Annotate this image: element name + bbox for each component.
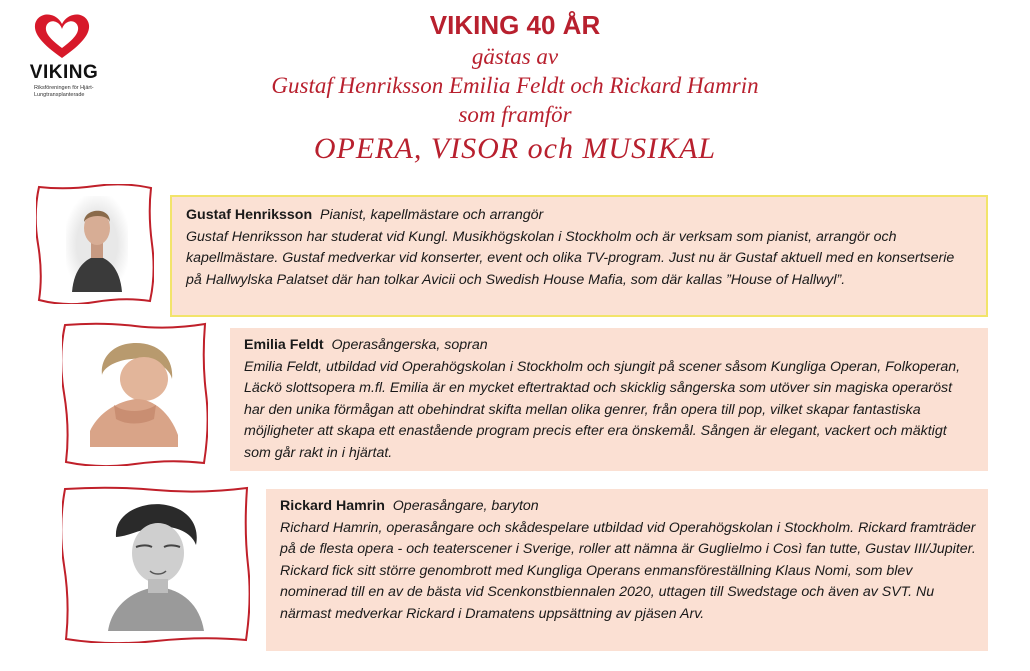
rickard-portrait-image (96, 497, 214, 631)
performer-role: Operasångare, baryton (392, 498, 539, 514)
performer-name: Emilia Feldt (244, 337, 324, 353)
header-line-performers: Gustaf Henriksson Emilia Feldt och Rickard Hamrin (271, 73, 759, 98)
performer-bio: Emilia Feldt, utbildad vid Operahögskolan i Stockholm och sjungit på scener såsom Kungliga Operan, Folkoperan, Läckö slottsopera m.fl. Emilia är en mycket eftertraktad och skicklig sångerska som utöver sin magiska operaröst har den unika förmågan att obehindrat skifta mellan olika genrer, från opera till pop, vilket skapar fantastiska möjligheter att skapa ett enastående program precis efter era önskemål. Sången är elegant, vackert och mäktigt som går rakt in i hjärtat. (244, 358, 961, 461)
gustaf-portrait-image (66, 196, 128, 292)
photo-frame-emilia (62, 321, 208, 466)
header-line-performs: som framför (458, 102, 572, 127)
performer-name: Gustaf Henriksson (186, 207, 313, 223)
header-line-genres: OPERA, VISOR och MUSIKAL (313, 132, 717, 165)
header-line-guests-intro: gästas av (471, 44, 559, 69)
logo-wordmark: VIKING (29, 62, 99, 83)
performer-bio: Gustaf Henriksson har studerat vid Kungl. Musikhögskolan i Stockholm och är verksam som pianist, arrangör och kapellmästare. Gustaf medverkar vid konserter, event och olika TV-program. Just nu är Gustaf aktuell med en konsertserie på Hallwylska Palatset där han tolkar Avicii och Swedish House Mafia, som där kallas ”House of Hallwyl”. (186, 228, 955, 288)
performer-role: Pianist, kapellmästare och arrangör (320, 207, 544, 223)
page-title: VIKING 40 ÅR (429, 10, 601, 40)
bio-card-rickard (266, 489, 988, 651)
bio-card-emilia (230, 328, 988, 471)
emilia-portrait-image (84, 335, 188, 447)
event-header (0, 8, 1030, 169)
performer-name: Rickard Hamrin (280, 498, 385, 514)
photo-frame-gustaf (36, 184, 154, 304)
performer-bio: Richard Hamrin, operasångare och skådespelare utbildad vid Operahögskolan i Stockholm. Rickard framträder på de flesta opera - och teaterscener i Sverige, roller att nämna är Guglielmo i Così fan tutte, Gustav III/Jupiter. Rickard fick sitt större genombrott med Kungliga Operans enmansföreställning Klaus Nomi, som blev nominerad till en av de bästa vid Scenkonstbiennalen 2020, uttagen till Swedstage och även av SVT. Nu närmast medverkar Rickard i Dramatens uppsättning av pjäsen Arv. (280, 519, 976, 622)
logo-tagline: Riksföreningen för Hjärt- Lungtransplanterade (34, 85, 94, 98)
bio-card-gustaf (170, 195, 988, 317)
photo-frame-rickard (62, 485, 250, 643)
performer-role: Operasångerska, sopran (331, 337, 488, 353)
